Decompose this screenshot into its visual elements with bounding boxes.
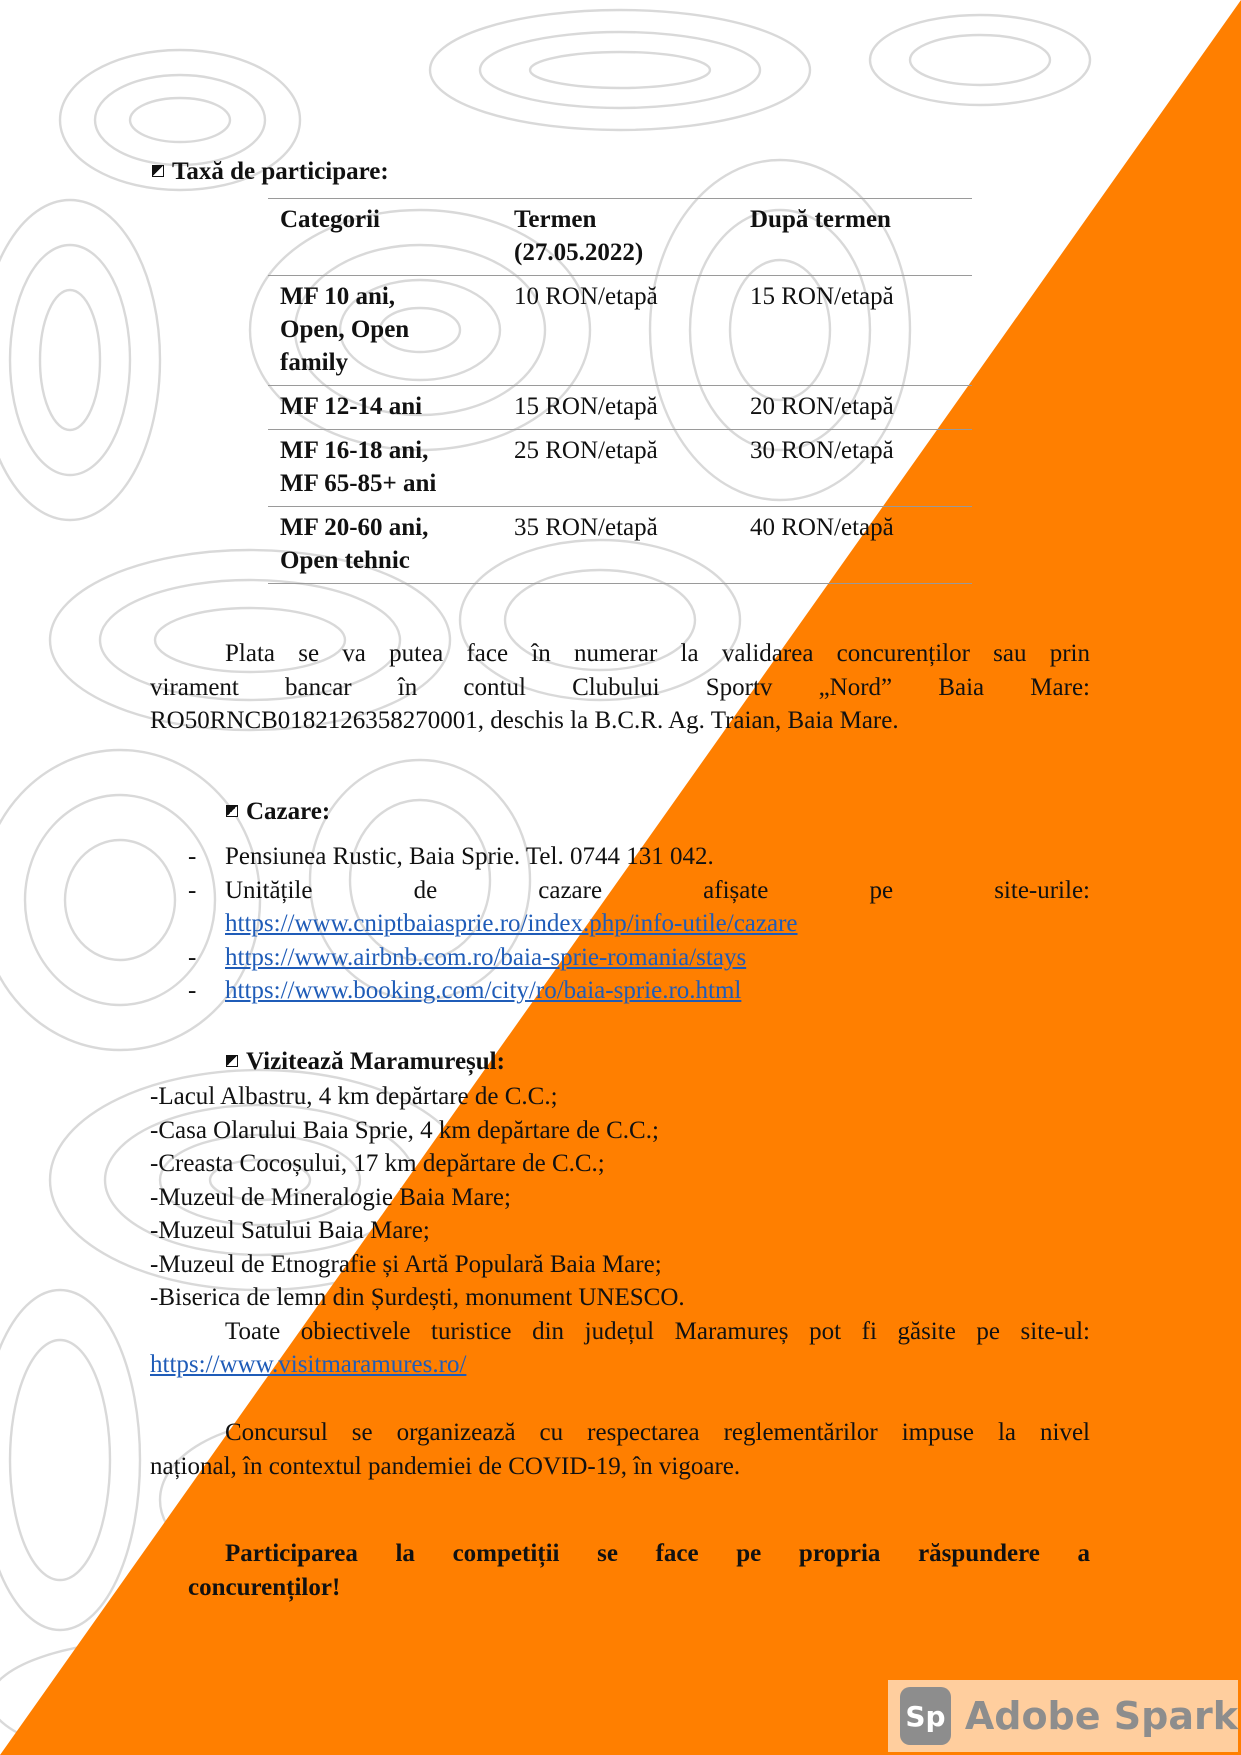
table-row	[268, 507, 972, 584]
table-row	[268, 276, 972, 386]
list-item: -Biserica de lemn din Șurdești, monument UNESCO.	[150, 1284, 685, 1311]
fee-before-deadline: 35 RON/etapă	[502, 507, 738, 584]
fee-table-header-row	[268, 199, 972, 276]
payment-paragraph: Plata se va putea face în numerar la validarea concurenților sau prin virament bancar în contul Clubului Sportv „Nord” Baia Mare: RO50RNCB0182126358270001, deschis la B.C.R. Ag. Traian, Baia Mare.	[150, 640, 1090, 734]
fee-before-deadline: 25 RON/etapă	[502, 430, 738, 507]
fee-before-deadline: 10 RON/etapă	[502, 276, 738, 386]
closing-statement: Participarea la competiții se face pe propria răspundere a concurenților!	[188, 1540, 1090, 1601]
visit-list	[150, 1080, 1090, 1382]
spark-logo-icon: Sp	[900, 1687, 951, 1745]
fee-table	[268, 198, 972, 584]
bullet-square-icon	[152, 165, 164, 177]
adobe-spark-watermark	[888, 1680, 1238, 1752]
list-item: -Muzeul Satului Baia Mare;	[150, 1217, 430, 1244]
category-cell: MF 20-60 ani, Open tehnic	[268, 507, 502, 584]
header-deadline: Termen (27.05.2022)	[502, 199, 738, 276]
airbnb-link[interactable]: https://www.airbnb.com.ro/baia-sprie-romania/stays	[225, 943, 747, 971]
list-item: -Creasta Cocoșului, 17 km depărtare de C.C.;	[150, 1150, 605, 1177]
list-item: -Muzeul de Mineralogie Baia Mare;	[150, 1183, 511, 1211]
booking-link[interactable]: https://www.booking.com/city/ro/baia-sprie.ro.html	[225, 977, 742, 1004]
bullet-square-icon	[226, 1055, 238, 1067]
covid-paragraph: Concursul se organizează cu respectarea reglementărilor impuse la nivel național, în contextul pandemiei de COVID-19, în vigoare.	[150, 1419, 1090, 1480]
fee-after-deadline: 15 RON/etapă	[738, 276, 972, 386]
visitmaramures-link[interactable]: https://www.visitmaramures.ro/	[150, 1351, 467, 1378]
fee-after-deadline: 30 RON/etapă	[738, 430, 972, 507]
cnipt-cazare-link[interactable]: https://www.cniptbaiasprie.ro/index.php/info-utile/cazare	[225, 910, 798, 937]
fee-heading: Taxă de participare:	[152, 157, 389, 187]
visit-all-text: Toate obiectivele turistice din județul Maramureș pot fi găsite pe site-ul:	[225, 1317, 1090, 1345]
table-row	[268, 430, 972, 507]
header-after-deadline: După termen	[738, 199, 972, 276]
list-item: -Lacul Albastru, 4 km depărtare de C.C.;	[150, 1083, 558, 1110]
category-cell: MF 10 ani, Open, Open family	[268, 276, 502, 386]
category-cell: MF 12-14 ani	[268, 386, 502, 430]
watermark-text: Adobe Spark	[964, 1694, 1238, 1738]
list-item	[225, 907, 798, 941]
bullet-square-icon	[226, 805, 238, 817]
table-row	[268, 386, 972, 430]
list-item: -Casa Olarului Baia Sprie, 4 km depărtare de C.C.;	[150, 1116, 659, 1144]
fee-after-deadline: 40 RON/etapă	[738, 507, 972, 584]
accommodation-list: - Pensiunea Rustic, Baia Sprie. Tel. 0744 131 042. - Unitățile de cazare afișate pe site-urile: https://www.cniptbaiasprie.ro/index.php/info-utile/cazare - https://www.airbnb.com.ro/baia-sprie-romania/stays - https://www.booking.com/city/ro/baia-sprie.ro.html	[0, 840, 1241, 1010]
visit-heading: Vizitează Maramureșul:	[226, 1047, 505, 1077]
fee-before-deadline: 15 RON/etapă	[502, 386, 738, 430]
header-categories: Categorii	[268, 199, 502, 276]
list-item: -Muzeul de Etnografie și Artă Populară Baia Mare;	[150, 1250, 662, 1278]
accommodation-heading: Cazare:	[226, 797, 330, 827]
fee-after-deadline: 20 RON/etapă	[738, 386, 972, 430]
category-cell: MF 16-18 ani, MF 65-85+ ani	[268, 430, 502, 507]
